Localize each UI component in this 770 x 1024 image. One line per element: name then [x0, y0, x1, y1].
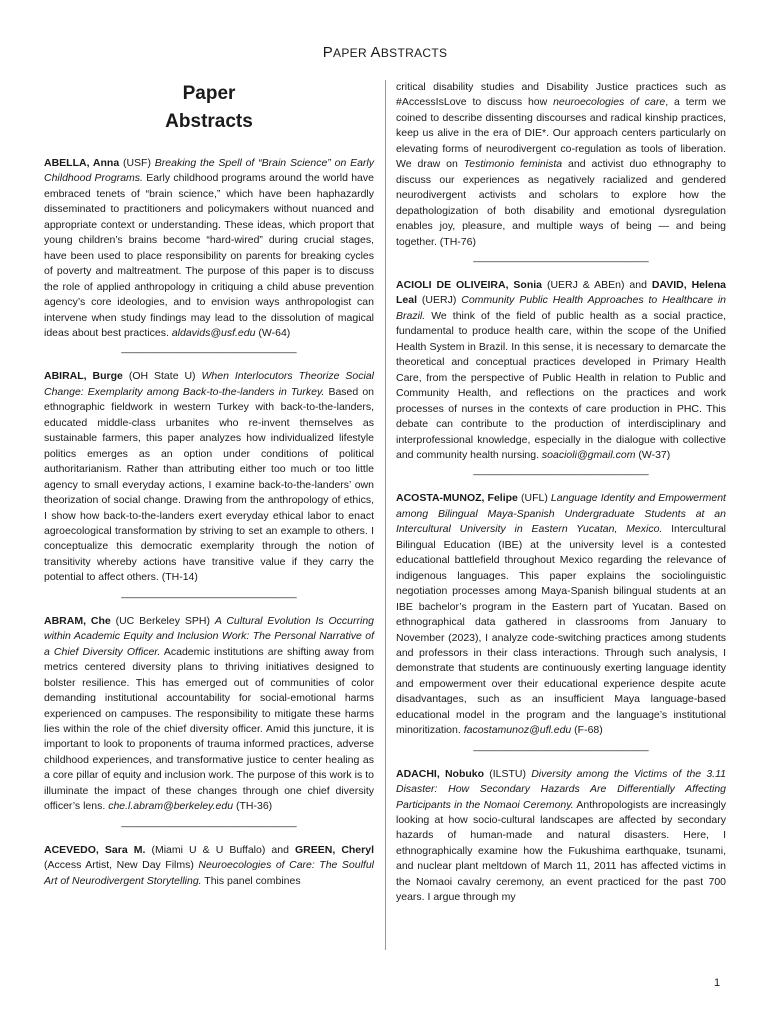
- separator: ______________________________: [473, 250, 649, 263]
- page-title: Paper Abstracts: [165, 83, 253, 132]
- abstract-entry: ADACHI, Nobuko (ILSTU) Diversity among the Victims of the 3.11 Disaster: How Secondary Hazards Are Differentially Affecting Participants in the Nomaoi Ceremony. Anthropologists are increasingly looking at how socio-cultural landscapes are affected by secondary hazards of human-made and natural disasters. Here, I ethnographically examine how the Fukushima earthquake, tsunami, and nuclear plant meltdown of March 11, 2011 has affected victims in the Nomaoi cavalry ceremony, an event practiced for the past 700 years. I argue through my: [396, 767, 726, 904]
- abstract-entry: ABELLA, Anna (USF) Breaking the Spell of “Brain Science” on Early Childhood Programs. Early childhood programs around the world have embraced tenets of “brain science,” which have been haphazardly disseminated to practitioners and policymakers without nuanced and appropriate context or understanding. These ideas, which proport that young children’s brains become “hard-wired” during crucial stages, have been used to place responsibility on parents for breaking cycles of poverty and maltreatment. The purpose of this paper is to discuss the role of applied anthropology in critiquing a child abuse prevention agency’s core ideologies, and to envision ways anthropologist can intervene when study findings may lead to the dissolution of magical ideas about best practices. aldavids@usf.edu (W-64): [44, 157, 375, 339]
- abstract-entry: ABIRAL, Burge (OH State U) When Interlocutors Theorize Social Change: Exemplarity among Back-to-the-landers in Turkey. Based on ethnographic fieldwork in western Turkey with back-to-the-landers, educated middle-class urbanites who re-invent themselves as sustainable farmers, this paper analyzes how individualized lifestyle politics emerges as an option under conditions of political authoritarianism. Rather than attributing either too much or too little agency to small everyday actions, I examine back-to-the-landers’ own theorization of social change. Drawing from the anthropology of ethics, I show how back-to-the-landers exert everyday ethical labor to enact agroecological transformation by striving to set an example to others. I conceptualize this democratic exemplarity through the notion of transitivity whereby actions have transitive value if they carry the potential to affect others. (TH-14): [44, 370, 375, 584]
- abstract-entry: ACIOLI DE OLIVEIRA, Sonia (UERJ & ABEn) and DAVID, Helena Leal (UERJ) Community Public Health Approaches to Healthcare in Brazil. We think of the field of public health as a social practice, fundamental to produce health care, within the scope of the Unified Health System in Brazil. In this sense, it is necessary to demarcate the theoretical and conceptual practices developed in Primary Health Care, from the perspective of Public Health in relation to Public and Community Health, and reflections on the practices and work processes of nurses in the contexts of care production in PHC. This debate can contribute to the production of interdisciplinary and interprofessional knowledge, especially in the dialogue with collective and community health nursing. soacioli@gmail.com (W-37): [396, 278, 727, 461]
- abstract-entry: ACOSTA-MUNOZ, Felipe (UFL) Language Identity and Empowerment among Bilingual Maya-Spanish Undergraduate Students at an Intercultural University in Eastern Yucatan, Mexico. Intercultural Bilingual Education (IBE) at the university level is a contested educational battlefield throughout Mexico regarding the relevance of indigenous languages. This paper explains the sociolinguistic negotiation processes among Maya-Spanish bilingual students at an IBE bachelor’s program in the Eastern part of Yucatan. Based on ethnographical data gathered in classrooms from January to November (2023), I analyze code-switching practices among students and professors in their class interactions. Through such analysis, I demonstrate that students are continuously exerting language identity and empowerment over their educational experience despite acute disadvantages, such as an insufficient Maya language-based educational model in the program and the language’s institutional minoritization. facostamunoz@ufl.edu (F-68): [396, 492, 726, 737]
- left-column: [44, 80, 374, 889]
- page-number: 1: [714, 977, 721, 989]
- email-link[interactable]: che.l.abram@berkeley.edu: [108, 800, 234, 813]
- email-link[interactable]: aldavids@usf.edu: [171, 326, 256, 339]
- column-divider: [385, 80, 386, 950]
- right-column: [396, 80, 726, 906]
- separator: ______________________________: [473, 739, 649, 752]
- email-link[interactable]: soacioli@gmail.com: [541, 448, 636, 461]
- separator: ______________________________: [121, 342, 297, 355]
- separator: ______________________________: [121, 586, 297, 599]
- separator: ______________________________: [473, 464, 649, 477]
- abstract-entry-continued: critical disability studies and Disability Justice practices such as #AccessIsLove to discuss how neuroecologies of care, a term we coined to describe dissenting discourses and radical kinship practices, keep us alive in the era of DIE*. Our approach centers particularly on elevating forms of neurodivergent co-regulation as tools of liberation. We draw on Testimonio feminista and activist duo ethnography to discuss our experiences as negatively racialized and gendered neurodivergent activists and scholars to explore how the depathologization of both disability and emotional dysregulation enables joy, pleasure, and multiple ways of being — and being together. (TH-76): [396, 81, 726, 248]
- abstract-entry: ABRAM, Che (UC Berkeley SPH) A Cultural Evolution Is Occurring within Academic Equity and Inclusion Work: The Personal Narrative of a Chief Diversity Officer. Academic institutions are shifting away from metrics centered diversity plans to thriving initiatives designed to bolster resilience. This has emerged out of communities of color demanding institutional accountability for social-emotional harms experienced on campuses. The responsibility to mitigate these harms lies within the role of the chief diversity officer. Amid this juncture, it is important to look to proponents of trauma informed practices, adverse childhood experiences, and transformative justice to center healing as a core pillar of equity and inclusion work. The purpose of this work is to illuminate the impact of these changes through one chief diversity officer’s lens. che.l.abram@berkeley.edu (TH-36): [44, 614, 374, 813]
- running-head: PAPER ABSTRACTS: [322, 44, 448, 61]
- separator: ______________________________: [121, 815, 297, 828]
- email-link[interactable]: facostamunoz@ufl.edu: [463, 724, 572, 737]
- abstract-entry: ACEVEDO, Sara M. (Miami U & U Buffalo) and GREEN, Cheryl (Access Artist, New Day Films) Neuroecologies of Care: The Soulful Art of Neurodivergent Storytelling. This panel combines: [44, 843, 374, 887]
